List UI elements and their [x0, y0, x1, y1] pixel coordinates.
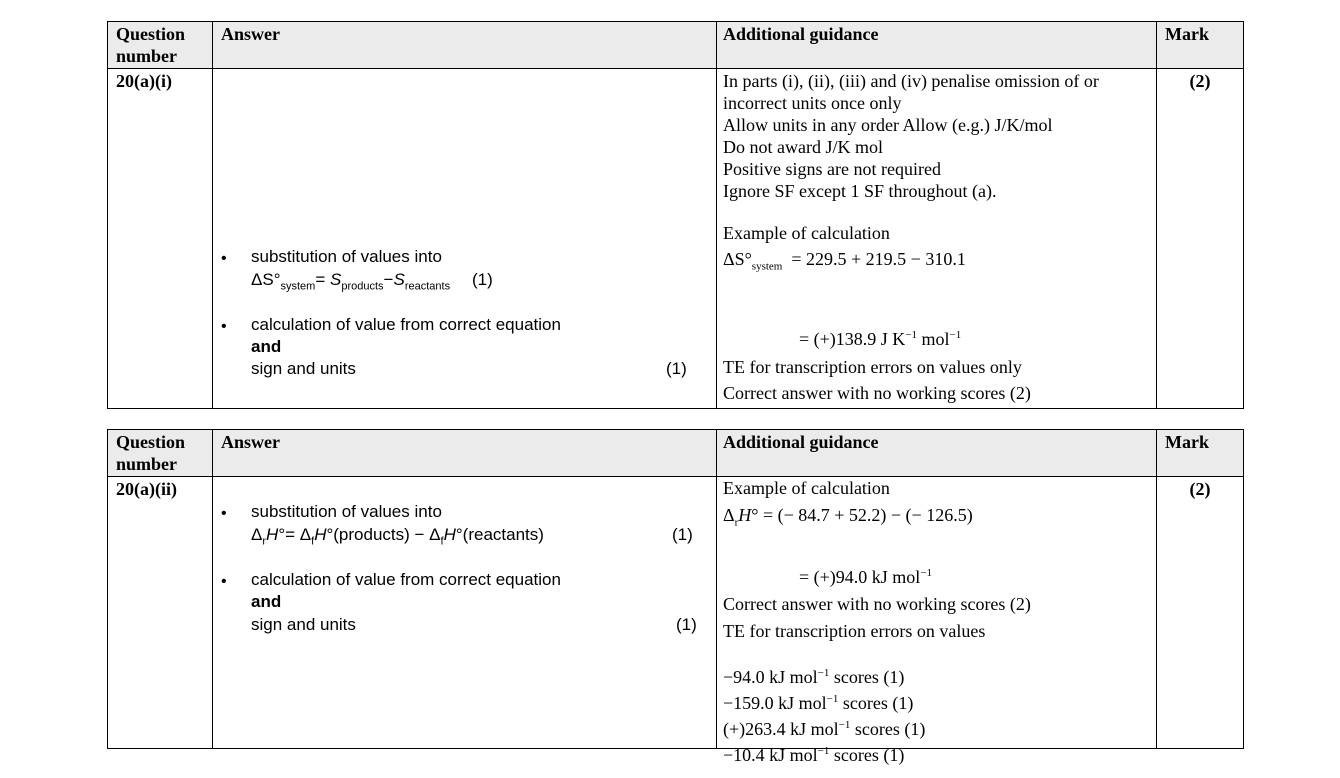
answer-text: sign and units — [251, 615, 356, 634]
bullet-icon: • — [221, 250, 227, 267]
answer-text: sign and units — [251, 359, 356, 378]
alt-score-row: −10.4 kJ mol$^{-1}$ scores (1) — [723, 745, 905, 765]
answer-and: and — [251, 592, 282, 611]
guidance-cell — [717, 477, 1157, 765]
header-guidance: Additional guidance — [717, 430, 1157, 477]
answer-cell — [213, 69, 717, 409]
guidance-lines: In parts (i), (ii), (iii) and (iv) penalise omission of or incorrect units once only Allow units in any order Allow (e.g.) J/K/mol Do not award J/K mol Positive signs are not required Ignore SF except 1 SF throughout (a). — [723, 71, 1099, 201]
answer-text: calculation of value from correct equation — [251, 570, 561, 589]
correct-note: Correct answer with no working scores (2) — [723, 594, 1031, 614]
header-answer: Answer — [213, 430, 717, 477]
alt-score-row: −159.0 kJ mol$^{-1}$ scores (1) — [723, 693, 914, 713]
mark-scheme-table-1 — [107, 21, 1244, 409]
question-number-cell: 20(a)(i) — [108, 69, 213, 409]
te-note: TE for transcription errors on values only — [723, 357, 1022, 377]
header-question-number: Question number — [108, 22, 213, 69]
header-mark: Mark — [1157, 22, 1244, 69]
mark-value: (1) — [666, 359, 687, 378]
entropy-equation: $\Delta S^\circ_{system}= S_{products}-S_{reactants}$ — [251, 270, 451, 293]
mark-value: (1) — [676, 615, 697, 634]
bullet-icon: • — [221, 318, 227, 335]
guidance-cell — [717, 69, 1157, 409]
enthalpy-equation: $\Delta_rH^\circ=$ $\Delta_fH^\circ(products)$ − $\Delta_fH^\circ(reactants)$ — [251, 525, 544, 548]
answer-text: substitution of values into — [251, 247, 442, 266]
calculation-line: $\Delta S^\circ_{system} = 229.5 + 219.5 - 310.1$ — [723, 249, 966, 273]
header-guidance: Additional guidance — [717, 22, 1157, 69]
alternative-scores — [723, 662, 925, 766]
answer-text: substitution of values into — [251, 502, 442, 521]
answer-text: calculation of value from correct equation — [251, 315, 561, 334]
alt-score-row: −94.0 kJ mol$^{-1}$ scores (1) — [723, 667, 905, 687]
calculation-line: $\Delta_rH^\circ$ = (− 84.7 + 52.2) − (− 126.5) — [723, 505, 973, 529]
mark-value: (1) — [672, 525, 693, 544]
alt-score-row: (+)263.4 kJ mol$^{-1}$ scores (1) — [723, 719, 926, 739]
answer-cell — [213, 477, 717, 749]
header-answer: Answer — [213, 22, 717, 69]
mark-cell: (2) — [1157, 69, 1244, 409]
correct-note: Correct answer with no working scores (2) — [723, 383, 1031, 403]
calculation-result: = (+)94.0 kJ mol$^{-1}$ — [799, 567, 933, 587]
example-title: Example of calculation — [723, 478, 890, 498]
te-note: TE for transcription errors on values — [723, 621, 986, 641]
header-mark: Mark — [1157, 430, 1244, 477]
example-title: Example of calculation — [723, 223, 890, 243]
answer-and: and — [251, 337, 282, 356]
mark-value: (1) — [472, 270, 493, 289]
bullet-icon: • — [221, 573, 227, 590]
mark-cell: (2) — [1157, 477, 1244, 749]
mark-scheme-table-2 — [107, 429, 1244, 765]
calculation-result: = (+)138.9 J $K^{-1}$ mol$^{-1}$ — [799, 329, 962, 349]
bullet-icon: • — [221, 505, 227, 522]
header-question-number: Question number — [108, 430, 213, 477]
question-number-cell: 20(a)(ii) — [108, 477, 213, 749]
